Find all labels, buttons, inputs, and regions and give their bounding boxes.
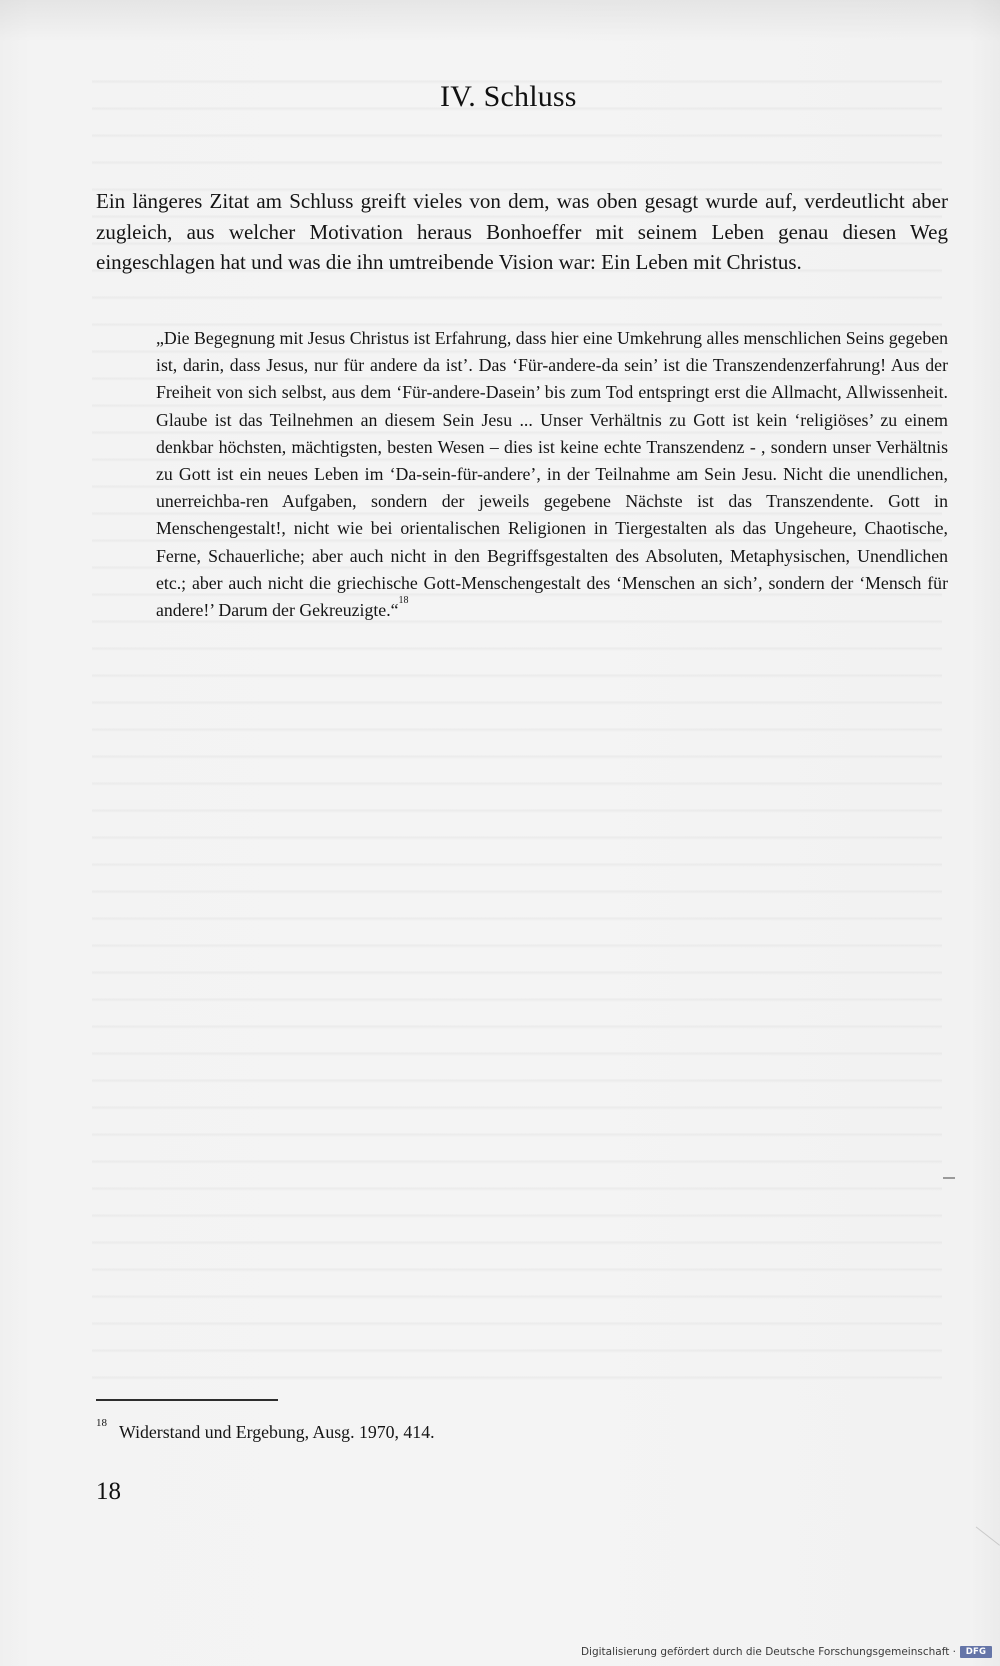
scan-mark (943, 1177, 955, 1179)
scan-corner-line (957, 1527, 1000, 1570)
section-heading: IV. Schluss (440, 80, 577, 113)
page-number: 18 (96, 1478, 121, 1505)
digitization-credit (581, 1644, 992, 1660)
dfg-logo-icon: DFG (960, 1646, 992, 1658)
footnote (96, 1416, 948, 1444)
scan-shadow (0, 0, 1000, 42)
intro-paragraph: Ein längeres Zitat am Schluss greift vieles von dem, was oben gesagt wurde auf, verdeutlicht aber zugleich, aus welcher Motivation heraus Bonhoeffer mit seinem Leben genau diesen Weg eingeschlagen hat und was die ihn umtreibende Vision war: Ein Leben mit Christus. (96, 189, 948, 274)
footnote-number: 18 (96, 1417, 107, 1429)
quote-text: „Die Begegnung mit Jesus Christus ist Erfahrung, dass hier eine Umkehrung alles menschlichen Seins gegeben ist, darin, dass Jesus, nur für andere da ist’. Das ‘Für-andere-da sein’ ist die Transzendenzerfahrung! Aus der Freiheit von sich selbst, aus dem ‘Für-andere-Dasein’ bis zum Tod entspringt erst die Allmacht, Allwissenheit. Glaube ist das Teilnehmen an diesem Sein Jesu ... Unser Verhältnis zu Gott ist kein ‘religiöses’ zu einem denkbar höchsten, mächtigsten, besten Wesen – dies ist keine echte Transzendenz - , sondern unser Verhältnis zu Gott ist ein neues Leben im ‘Da-sein-für-andere’, in der Teilnahme am Sein Jesu. Nicht die unendlichen, unerreichba-ren Aufgaben, sondern der jeweils gegebene Nächste ist das Transzendente. Gott in Menschengestalt!, nicht wie bei orientalischen Religionen in Tiergestalten als das Ungeheure, Chaotische, Ferne, Schauerliche; aber auch nicht in den Begriffsgestalten des Absoluten, Metaphysischen, Unendlichen etc.; aber auch nicht die griechische Gott-Menschengestalt des ‘Menschen an sich’, sondern der ‘Mensch für andere!’ Darum der Gekreuzigte.“ (156, 328, 948, 621)
block-quote (156, 325, 948, 624)
footnote-divider (96, 1399, 278, 1401)
credit-text: Digitalisierung gefördert durch die Deutsche Forschungsgemeinschaft · (580, 1646, 956, 1658)
footnote-text: Widerstand und Ergebung, Ausg. 1970, 414. (119, 1421, 435, 1442)
footnote-reference[interactable]: 18 (398, 595, 409, 607)
